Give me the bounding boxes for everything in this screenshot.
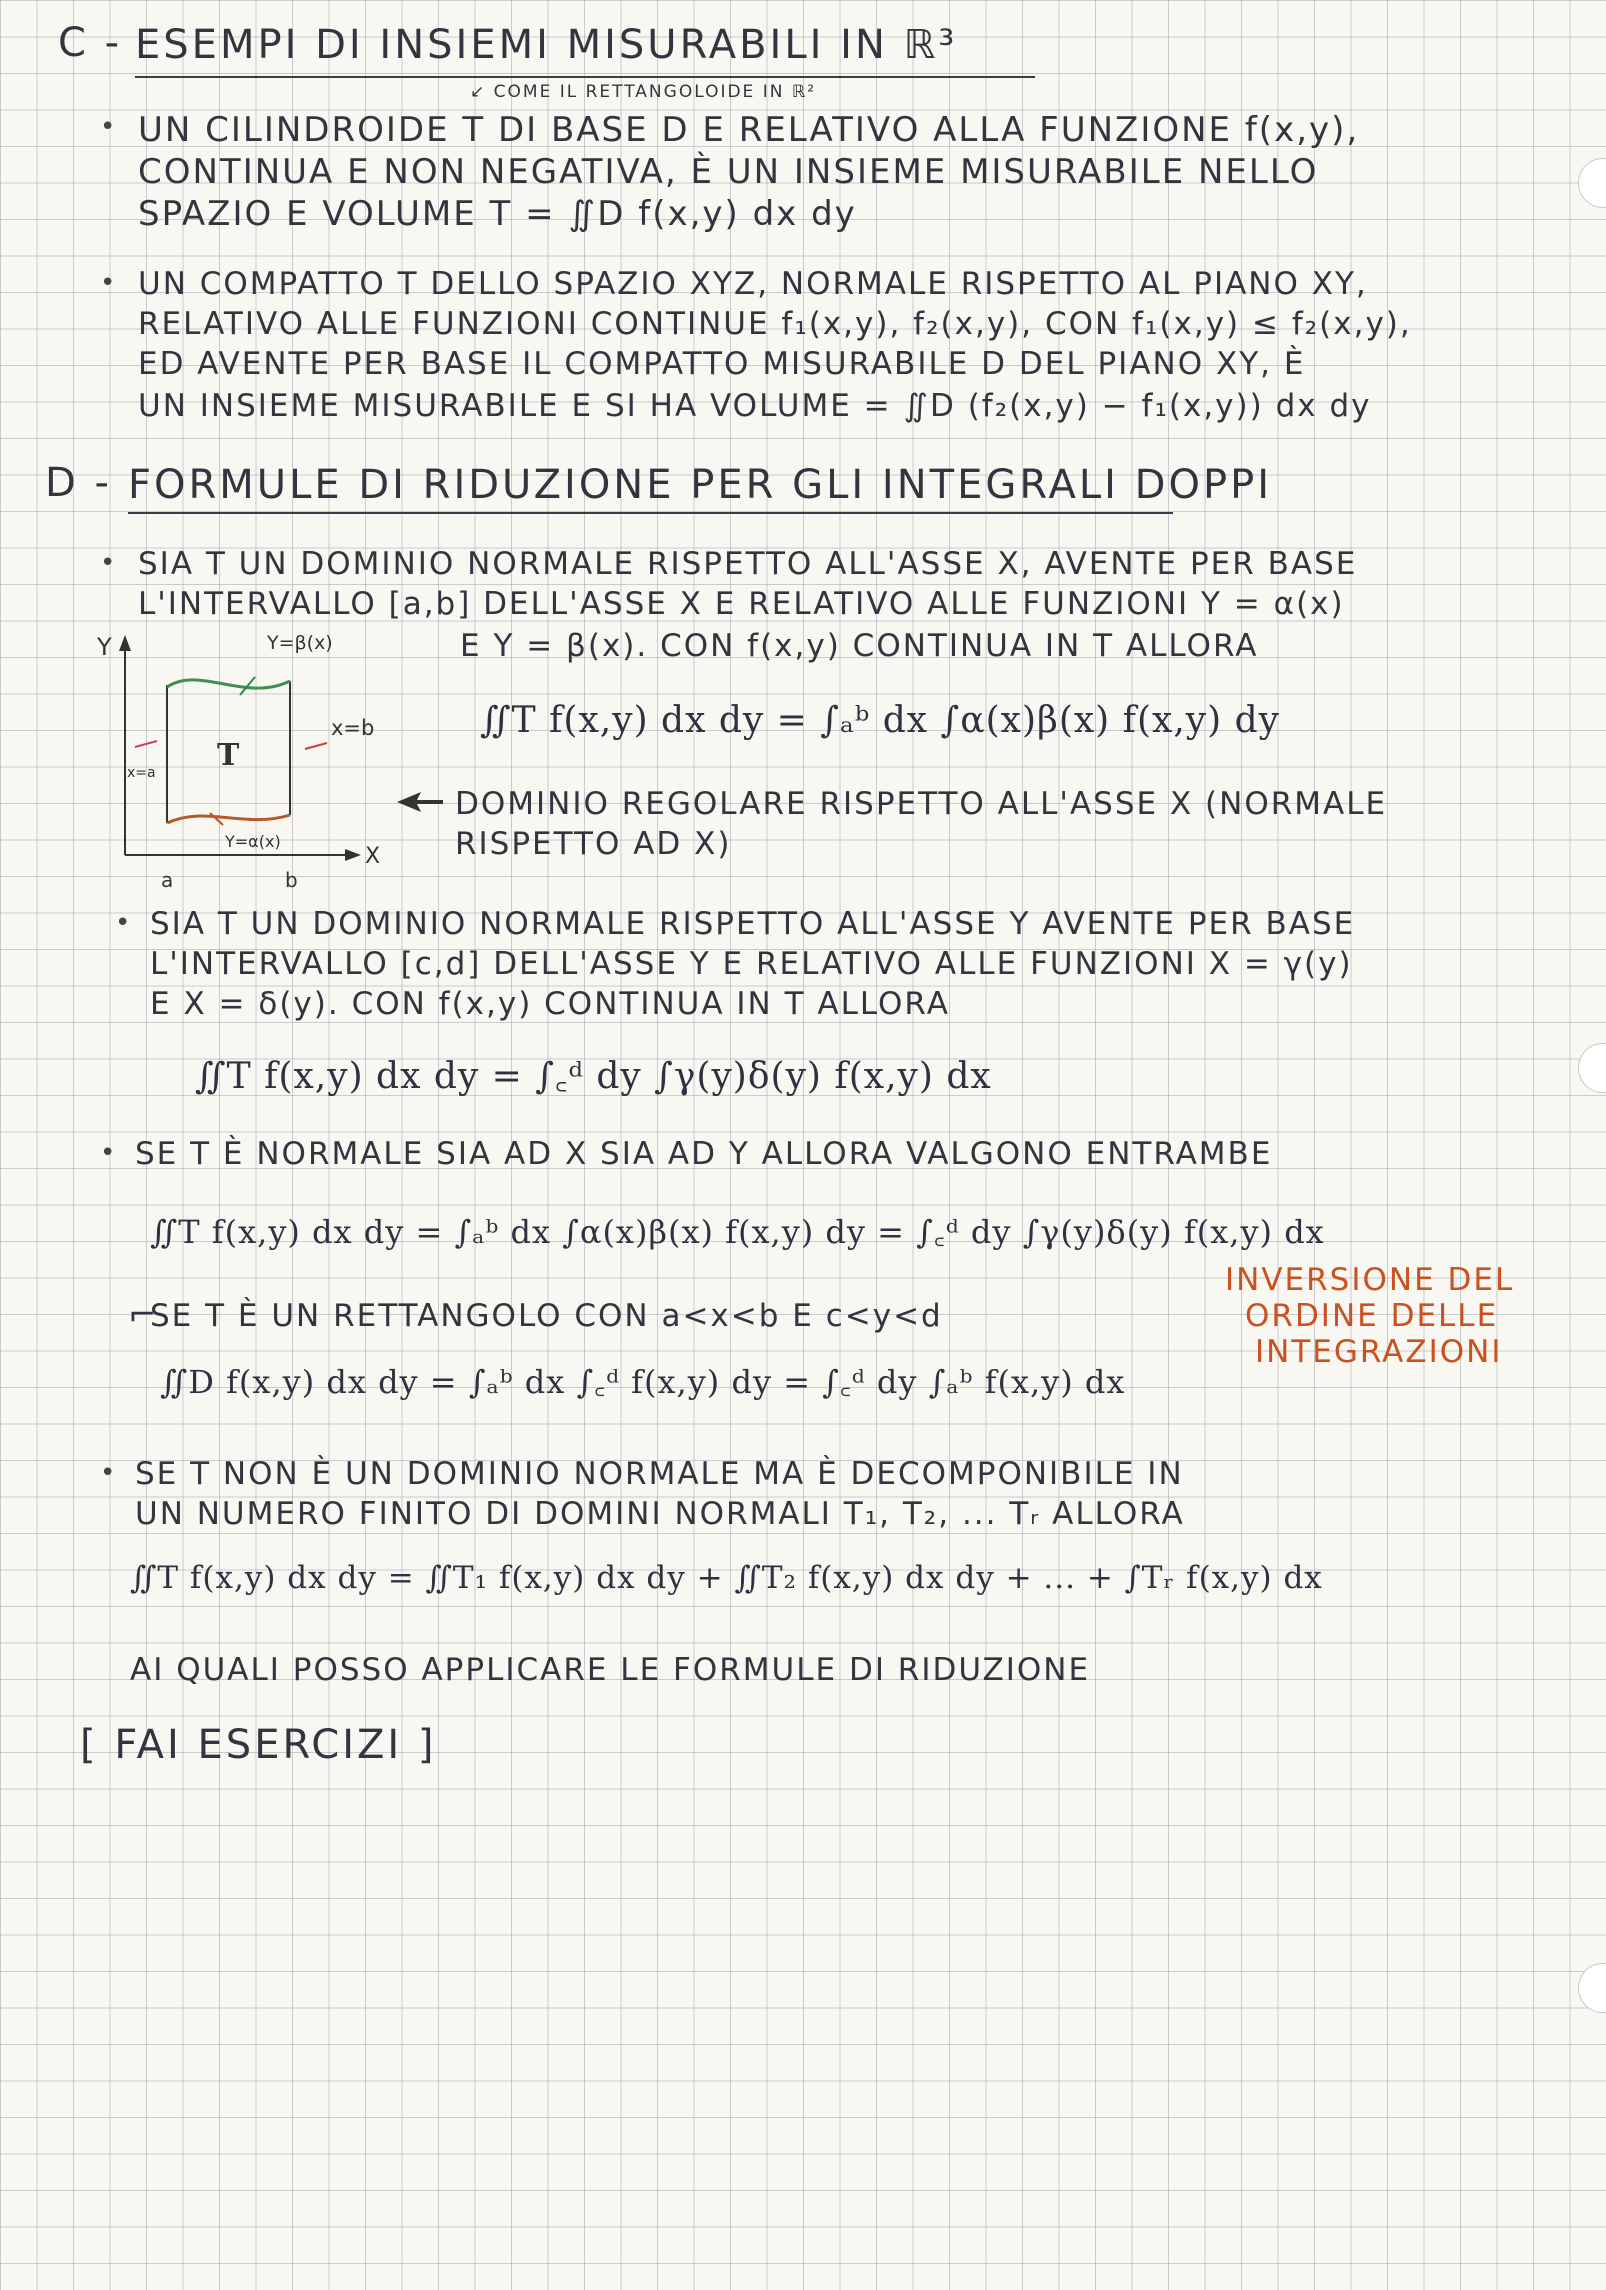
section-d-title: FORMULE DI RIDUZIONE PER GLI INTEGRALI DOPPI bbox=[128, 462, 1272, 508]
section-d-underline bbox=[128, 512, 1173, 514]
d1-line3: E Y = β(x). CON f(x,y) CONTINUA IN T ALLORA bbox=[460, 628, 1259, 664]
section-d-label: D - bbox=[45, 460, 112, 506]
beta-curve bbox=[167, 680, 290, 688]
bullet-d1: • bbox=[100, 548, 116, 578]
c2-line2: RELATIVO ALLE FUNZIONI CONTINUE f₁(x,y), f₂(x,y), CON f₁(x,y) ≤ f₂(x,y), bbox=[138, 306, 1412, 342]
section-c-label: C - bbox=[58, 20, 123, 66]
d2-formula: ∬T f(x,y) dx dy = ∫꜀ᵈ dy ∫γ(y)δ(y) f(x,y) dx bbox=[195, 1056, 992, 1097]
left-edge-arrow bbox=[135, 741, 157, 747]
left-edge-label: x=a bbox=[127, 765, 156, 781]
section-c-underline bbox=[135, 76, 1035, 78]
d3-formula: ∬T f(x,y) dx dy = ∫ₐᵇ dx ∫α(x)β(x) f(x,y) dy = ∫꜀ᵈ dy ∫γ(y)δ(y) f(x,y) dx bbox=[150, 1213, 1325, 1251]
note-arrow bbox=[395, 790, 445, 814]
normal-domain-diagram bbox=[95, 625, 455, 895]
binder-hole-bottom bbox=[1578, 1963, 1606, 2013]
d2-line1: SIA T UN DOMINIO NORMALE RISPETTO ALL'ASSE Y AVENTE PER BASE bbox=[150, 906, 1356, 942]
bullet-c2: • bbox=[100, 268, 116, 298]
d1-line1: SIA T UN DOMINIO NORMALE RISPETTO ALL'ASSE X, AVENTE PER BASE bbox=[138, 546, 1358, 582]
side-note-line2: ORDINE DELLE bbox=[1245, 1298, 1499, 1334]
tick-a: a bbox=[161, 868, 174, 892]
d4-line2: UN NUMERO FINITO DI DOMINI NORMALI T₁, T₂, ... Tᵣ ALLORA bbox=[135, 1496, 1185, 1532]
y-axis-arrow bbox=[119, 635, 131, 651]
bottom-curve-label: Y=α(x) bbox=[225, 832, 281, 851]
tick-b: b bbox=[285, 868, 298, 892]
alpha-arrow bbox=[210, 813, 223, 825]
side-note-line3: INTEGRAZIONI bbox=[1255, 1334, 1503, 1370]
d2-line3: E X = δ(y). CON f(x,y) CONTINUA IN T ALLORA bbox=[150, 986, 950, 1022]
c2-line3: ED AVENTE PER BASE IL COMPATTO MISURABILE D DEL PIANO XY, È bbox=[138, 346, 1306, 382]
section-c-subtitle: ↙ COME IL RETTANGOLOIDE IN ℝ² bbox=[470, 82, 817, 102]
d1-note1: DOMINIO REGOLARE RISPETTO ALL'ASSE X (NORMALE bbox=[455, 786, 1388, 822]
rect-bracket-open: ⌐ bbox=[128, 1295, 159, 1335]
d1-formula: ∬T f(x,y) dx dy = ∫ₐᵇ dx ∫α(x)β(x) f(x,y) dy bbox=[480, 700, 1280, 741]
x-axis-label: X bbox=[365, 844, 381, 869]
y-axis-label: Y bbox=[97, 633, 112, 661]
d3-rect-line: SE T È UN RETTANGOLO CON a<x<b E c<y<d bbox=[150, 1298, 943, 1334]
bullet-c1: • bbox=[100, 112, 116, 142]
c1-line1: UN CILINDROIDE T DI BASE D E RELATIVO ALLA FUNZIONE f(x,y), bbox=[138, 110, 1360, 150]
bullet-d3: • bbox=[100, 1138, 116, 1168]
section-c-title: ESEMPI DI INSIEMI MISURABILI IN ℝ³ bbox=[135, 22, 958, 68]
alpha-curve bbox=[167, 815, 290, 823]
binder-hole-middle bbox=[1578, 1043, 1606, 1093]
region-label: T bbox=[217, 738, 240, 773]
x-axis-arrow bbox=[345, 849, 361, 861]
binder-hole-top bbox=[1578, 158, 1606, 208]
d4-line1: SE T NON È UN DOMINIO NORMALE MA È DECOMPONIBILE IN bbox=[135, 1456, 1184, 1492]
c2-line1: UN COMPATTO T DELLO SPAZIO XYZ, NORMALE RISPETTO AL PIANO XY, bbox=[138, 266, 1368, 302]
d1-line2: L'INTERVALLO [a,b] DELL'ASSE X E RELATIVO ALLE FUNZIONI Y = α(x) bbox=[138, 586, 1345, 622]
top-curve-label: Y=β(x) bbox=[267, 632, 333, 654]
d4-formula: ∬T f(x,y) dx dy = ∬T₁ f(x,y) dx dy + ∬T₂ f(x,y) dx dy + ... + ∫Tᵣ f(x,y) dx bbox=[130, 1560, 1323, 1596]
side-note-line1: INVERSIONE DEL bbox=[1225, 1262, 1515, 1298]
right-edge-arrow bbox=[305, 743, 327, 749]
c2-line4: UN INSIEME MISURABILE E SI HA VOLUME = ∬D (f₂(x,y) − f₁(x,y)) dx dy bbox=[138, 388, 1372, 424]
c1-line2: CONTINUA E NON NEGATIVA, È UN INSIEME MISURABILE NELLO bbox=[138, 152, 1319, 192]
exercise-note: [ FAI ESERCIZI ] bbox=[80, 1722, 437, 1768]
d2-line2: L'INTERVALLO [c,d] DELL'ASSE Y E RELATIVO ALLE FUNZIONI X = γ(y) bbox=[150, 946, 1353, 982]
d4-line3: AI QUALI POSSO APPLICARE LE FORMULE DI RIDUZIONE bbox=[130, 1652, 1091, 1688]
bullet-d4: • bbox=[100, 1458, 116, 1488]
d3-line1: SE T È NORMALE SIA AD X SIA AD Y ALLORA VALGONO ENTRAMBE bbox=[135, 1136, 1273, 1172]
bullet-d2: • bbox=[115, 908, 131, 938]
d1-note2: RISPETTO AD X) bbox=[455, 826, 732, 862]
d3-rect-formula: ∬D f(x,y) dx dy = ∫ₐᵇ dx ∫꜀ᵈ f(x,y) dy = ∫꜀ᵈ dy ∫ₐᵇ f(x,y) dx bbox=[160, 1363, 1126, 1401]
c1-line3: SPAZIO E VOLUME T = ∬D f(x,y) dx dy bbox=[138, 194, 857, 234]
right-edge-label: x=b bbox=[331, 716, 375, 740]
